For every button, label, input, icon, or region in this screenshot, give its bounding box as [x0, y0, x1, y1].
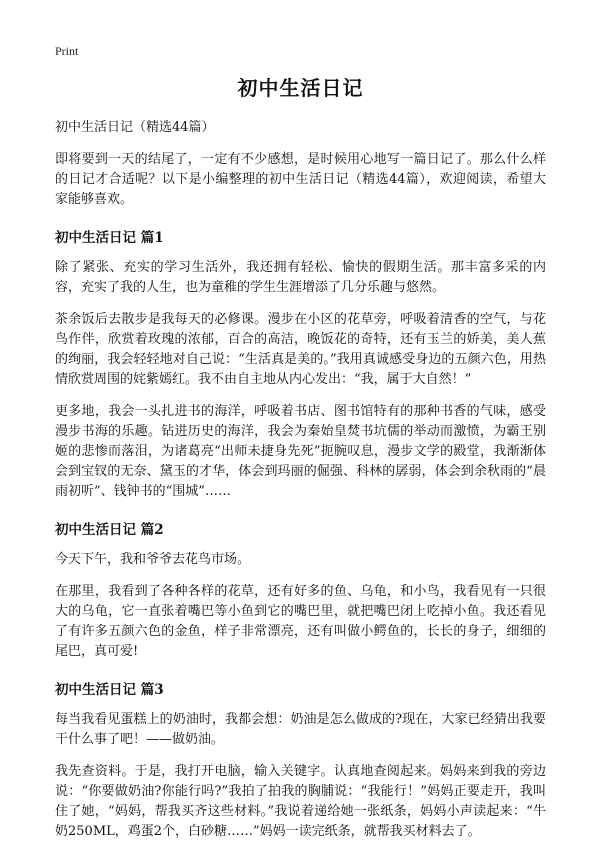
page-title: 初中生活日记 [237, 76, 364, 100]
section-1 [55, 228, 546, 502]
section-3 [55, 680, 546, 842]
intro-paragraph: 即将要到一天的结尾了，一定有不少感想，是时候用心地写一篇日记了。那么什么样的日记才合适呢？以下是小编整理的初中生活日记（精选44篇），欢迎阅读，希望大家能够喜欢。 [55, 152, 546, 207]
paragraph: 茶余饭后去散步是我每天的必修课。漫步在小区的花草旁，呼吸着清香的空气，与花鸟作伴，欣赏着玫瑰的浓郁，百合的高洁，晚饭花的奇特，还有玉兰的娇美，美人蕉的绚丽，我会轻轻地对自己说：“生活真是美的。”我用真诚感受身边的五颜六色，用热情欣赏周围的姹紫嫣红。我不由自主地从内心发出：“我，属于大自然！” [55, 312, 546, 387]
paragraph: 每当我看见蛋糕上的奶油时，我都会想：奶油是怎么做成的?现在，大家已经猜出我要干什么事了吧！——做奶油。 [55, 712, 546, 747]
paragraph: 在那里，我看到了各种各样的花草，还有好多的鱼、乌龟，和小鸟，我看见有一只很大的乌龟，它一直张着嘴巴等小鱼到它的嘴巴里，就把嘴巴闭上吃掉小鱼。我还看见了有许多五颜六色的金鱼，样子非常漂亮，还有叫做小鳄鱼的，长长的身子，细细的尾巴，真可爱! [55, 584, 546, 659]
paragraph: 更多地，我会一头扎进书的海洋，呼吸着书店、图书馆特有的那种书香的气味，感受漫步书海的乐趣。钻进历史的海洋，我会为秦始皇焚书坑儒的举动而激愤，为霸王别姬的悲惨而落泪，为诸葛亮“出师未捷身先死”扼腕叹息，漫步文学的殿堂，我渐渐体会到宝钗的无奈、黛玉的才华，体会到玛丽的倔强、科林的孱弱，体会到余秋雨的“晨雨初听”、钱钟书的“围城”…… [55, 404, 546, 499]
section-heading: 初中生活日记 篇2 [55, 522, 164, 538]
print-link[interactable]: Print [55, 44, 79, 58]
section-2 [55, 520, 546, 662]
paragraph: 我先查资料。于是，我打开电脑，输入关键字。认真地查阅起来。妈妈来到我的旁边说：“你要做奶油?你能行吗?”我拍了拍我的胸脯说：“我能行！”妈妈正要走开，我叫住了她，“妈妈，帮我买齐这些材料。”我说着递给她一张纸条，妈妈小声读起来：“牛奶250ML，鸡蛋2个，白砂糖……”妈妈一读完纸条，就帮我买材料去了。 [55, 764, 546, 839]
section-heading: 初中生活日记 篇1 [55, 230, 164, 246]
subtitle: 初中生活日记（精选44篇） [55, 120, 215, 135]
section-heading: 初中生活日记 篇3 [55, 682, 164, 698]
paragraph: 今天下午，我和爷爷去花鸟市场。 [55, 552, 251, 567]
paragraph: 除了紧张、充实的学习生活外，我还拥有轻松、愉快的假期生活。那丰富多采的内容，充实了我的人生，也为童稚的学生生涯增添了几分乐趣与悠然。 [55, 260, 546, 295]
